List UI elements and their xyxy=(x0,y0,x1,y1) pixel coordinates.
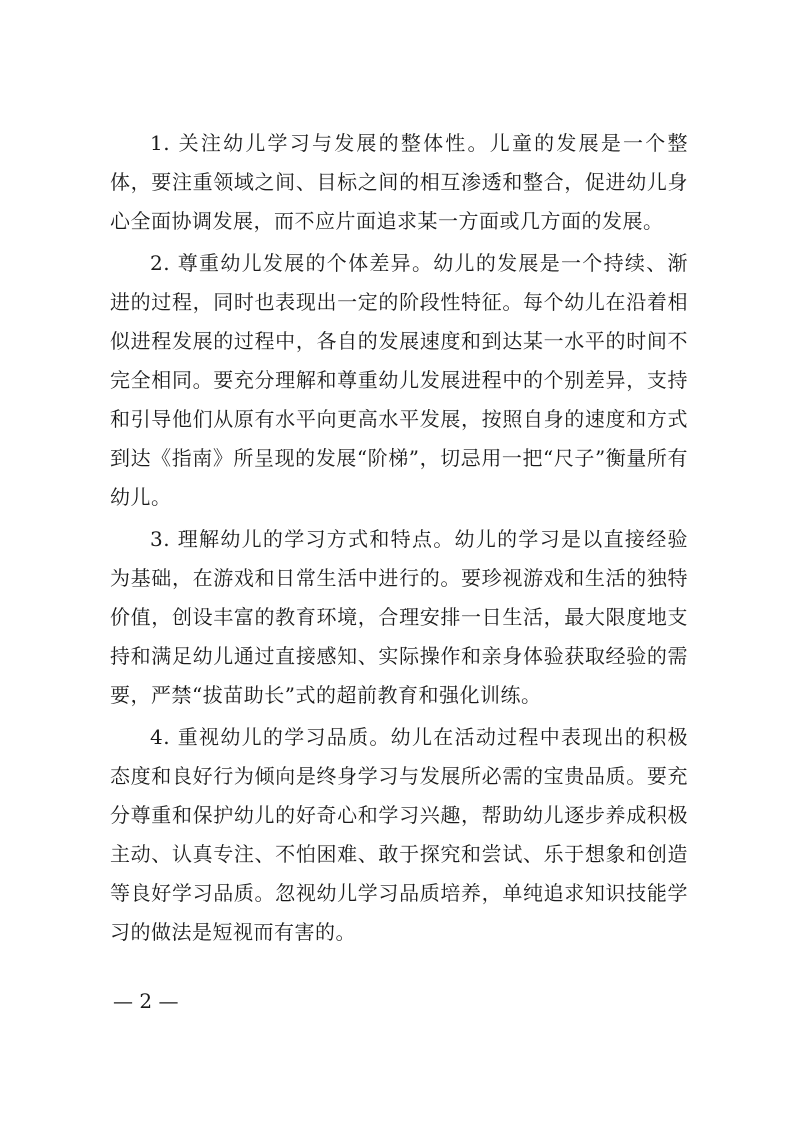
body-text xyxy=(110,124,688,952)
paragraph-3: 3. 理解幼儿的学习方式和特点。幼儿的学习是以直接经验为基础，在游戏和日常生活中进行的。要珍视游戏和生活的独特价值，创设丰富的教育环境，合理安排一日生活，最大限度地支持和满足幼儿通过直接感知、实际操作和亲身体验获取经验的需要，严禁“拔苗助长”式的超前教育和强化训练。 xyxy=(110,527,688,707)
paragraph-4: 4. 重视幼儿的学习品质。幼儿在活动过程中表现出的积极态度和良好行为倾向是终身学习与发展所必需的宝贵品质。要充分尊重和保护幼儿的好奇心和学习兴趣，帮助幼儿逐步养成积极主动、认真专注、不怕困难、敢于探究和尝试、乐于想象和创造等良好学习品质。忽视幼儿学习品质培养，单纯追求知识技能学习的做法是短视而有害的。 xyxy=(110,725,688,944)
paragraph-2: 2. 尊重幼儿发展的个体差异。幼儿的发展是一个持续、渐进的过程，同时也表现出一定的阶段性特征。每个幼儿在沿着相似进程发展的过程中，各自的发展速度和到达某一水平的时间不完全相同。要充分理解和尊重幼儿发展进程中的个别差异，支持和引导他们从原有水平向更高水平发展，按照自身的速度和方式到达《指南》所呈现的发展“阶梯”，切忌用一把“尺子”衡量所有幼儿。 xyxy=(110,251,688,509)
paragraph-1: 1. 关注幼儿学习与发展的整体性。儿童的发展是一个整体，要注重领域之间、目标之间的相互渗透和整合，促进幼儿身心全面协调发展，而不应片面追求某一方面或几方面的发展。 xyxy=(110,131,688,233)
page-number: — 2 — xyxy=(113,989,179,1013)
